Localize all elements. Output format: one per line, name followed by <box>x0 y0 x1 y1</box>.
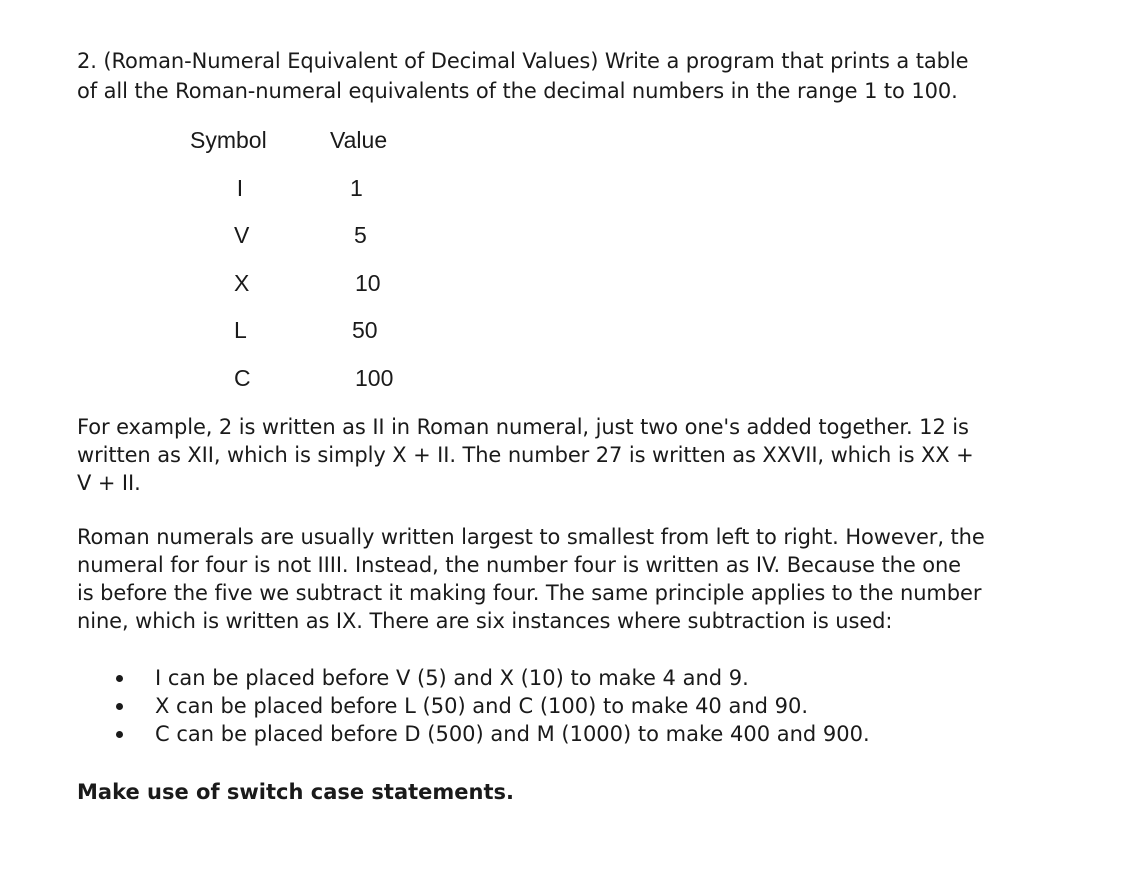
list-item-text: X can be placed before L (50) and C (100) to make 40 and 90. <box>155 694 809 718</box>
symbol-cell: V <box>234 222 250 248</box>
bullet-icon <box>116 675 123 682</box>
example-line-2: written as XII, which is simply X + II. The number 27 is written as XXVII, which is XX + <box>77 443 974 467</box>
question-line-2: of all the Roman-numeral equivalents of the decimal numbers in the range 1 to 100. <box>77 79 958 103</box>
value-cell: 100 <box>355 365 394 391</box>
table-row <box>190 172 450 204</box>
rules-line-3: is before the five we subtract it making four. The same principle applies to the number <box>77 581 982 605</box>
list-item <box>112 720 1092 748</box>
header-value: Value <box>330 127 388 153</box>
list-item <box>112 692 1092 720</box>
symbol-cell: C <box>234 365 251 391</box>
example-line-3: V + II. <box>77 471 141 495</box>
value-cell: 50 <box>352 317 378 343</box>
symbol-cell: X <box>234 270 250 296</box>
final-note: Make use of switch case statements. <box>77 780 515 804</box>
table-row <box>190 362 450 394</box>
rules-line-4: nine, which is written as IX. There are six instances where subtraction is used: <box>77 609 893 633</box>
value-cell: 5 <box>354 222 367 248</box>
example-line-1: For example, 2 is written as II in Roman numeral, just two one's added together. 12 is <box>77 415 969 439</box>
value-cell: 1 <box>350 175 363 201</box>
example-paragraph <box>77 413 1107 497</box>
value-cell: 10 <box>355 270 381 296</box>
table-row <box>190 219 450 251</box>
subtraction-rules-list <box>112 664 1092 748</box>
rules-paragraph <box>77 523 1107 635</box>
rules-line-2: numeral for four is not IIII. Instead, the number four is written as IV. Because the one <box>77 553 961 577</box>
table-row <box>190 314 450 346</box>
list-item <box>112 664 1092 692</box>
rules-line-1: Roman numerals are usually written largest to smallest from left to right. However, the <box>77 525 985 549</box>
list-item-text: C can be placed before D (500) and M (1000) to make 400 and 900. <box>155 722 870 746</box>
table-row <box>190 267 450 299</box>
bullet-icon <box>116 731 123 738</box>
bullet-icon <box>116 703 123 710</box>
list-item-text: I can be placed before V (5) and X (10) to make 4 and 9. <box>155 666 749 690</box>
question-block <box>77 46 1107 106</box>
question-line-1: 2. (Roman-Numeral Equivalent of Decimal Values) Write a program that prints a table <box>77 49 969 73</box>
symbol-cell: L <box>234 317 247 343</box>
header-symbol: Symbol <box>190 127 267 153</box>
symbol-cell: I <box>236 175 244 201</box>
